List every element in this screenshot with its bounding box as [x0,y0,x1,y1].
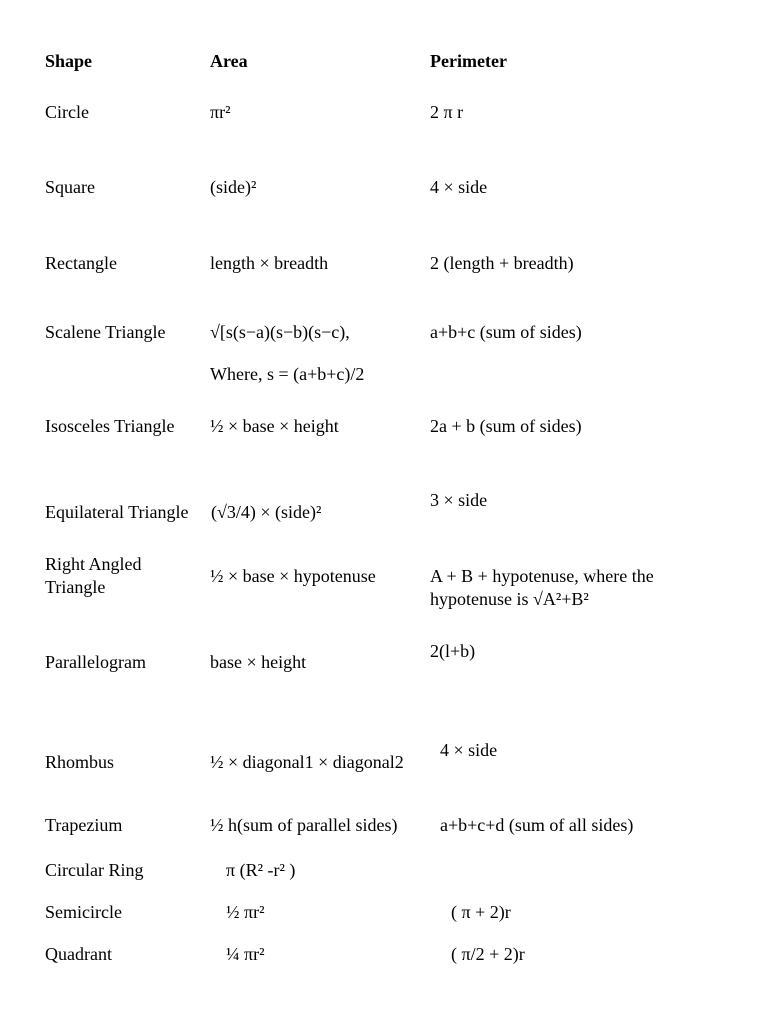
header-perimeter: Perimeter [430,51,507,71]
perimeter-isosceles-triangle: 2a + b (sum of sides) [430,416,582,436]
perimeter-trapezium: a+b+c+d (sum of all sides) [440,815,634,835]
perimeter-scalene-triangle: a+b+c (sum of sides) [430,322,582,342]
perimeter-rectangle: 2 (length + breadth) [430,253,574,273]
area-rectangle: length × breadth [210,253,329,273]
shape-isosceles-triangle: Isosceles Triangle [45,416,175,436]
area-circle: πr² [210,102,231,122]
area-trapezium: ½ h(sum of parallel sides) [210,815,398,835]
area-square: (side)² [210,177,257,197]
shape-circle: Circle [45,102,89,122]
perimeter-semicircle: ( π + 2)r [451,902,511,922]
shape-right-angled-triangle: Right Angled Triangle [45,554,142,597]
shape-trapezium: Trapezium [45,815,123,835]
perimeter-circle: 2 π r [430,102,464,122]
area-quadrant: ¼ πr² [226,944,265,964]
header-shape: Shape [45,51,93,71]
shape-parallelogram: Parallelogram [45,652,146,672]
perimeter-square: 4 × side [430,177,488,197]
shape-equilateral-triangle: Equilateral Triangle [45,502,189,522]
area-isosceles-triangle: ½ × base × height [210,416,339,436]
shape-scalene-triangle: Scalene Triangle [45,322,166,342]
shape-quadrant: Quadrant [45,944,112,964]
header-area: Area [210,51,248,71]
area-right-angled-triangle: ½ × base × hypotenuse [210,566,376,586]
shape-rhombus: Rhombus [45,752,115,772]
area-scalene-triangle: √[s(s−a)(s−b)(s−c), [210,322,350,342]
perimeter-right-angled-triangle: A + B + hypotenuse, where the hypotenuse is √A²+B² [430,566,654,609]
area-scalene-note: Where, s = (a+b+c)/2 [210,364,365,384]
shape-circular-ring: Circular Ring [45,860,144,880]
perimeter-parallelogram: 2(l+b) [430,641,476,661]
shape-square: Square [45,177,95,197]
perimeter-quadrant: ( π/2 + 2)r [451,944,525,964]
perimeter-rhombus: 4 × side [440,740,498,760]
area-semicircle: ½ πr² [226,902,265,922]
area-equilateral-triangle: (√3/4) × (side)² [211,502,322,522]
area-rhombus: ½ × diagonal1 × diagonal2 [210,752,404,772]
area-circular-ring: π (R² -r² ) [226,860,296,880]
perimeter-equilateral-triangle: 3 × side [430,490,488,510]
shape-rectangle: Rectangle [45,253,117,273]
area-parallelogram: base × height [210,652,307,672]
shape-semicircle: Semicircle [45,902,122,922]
